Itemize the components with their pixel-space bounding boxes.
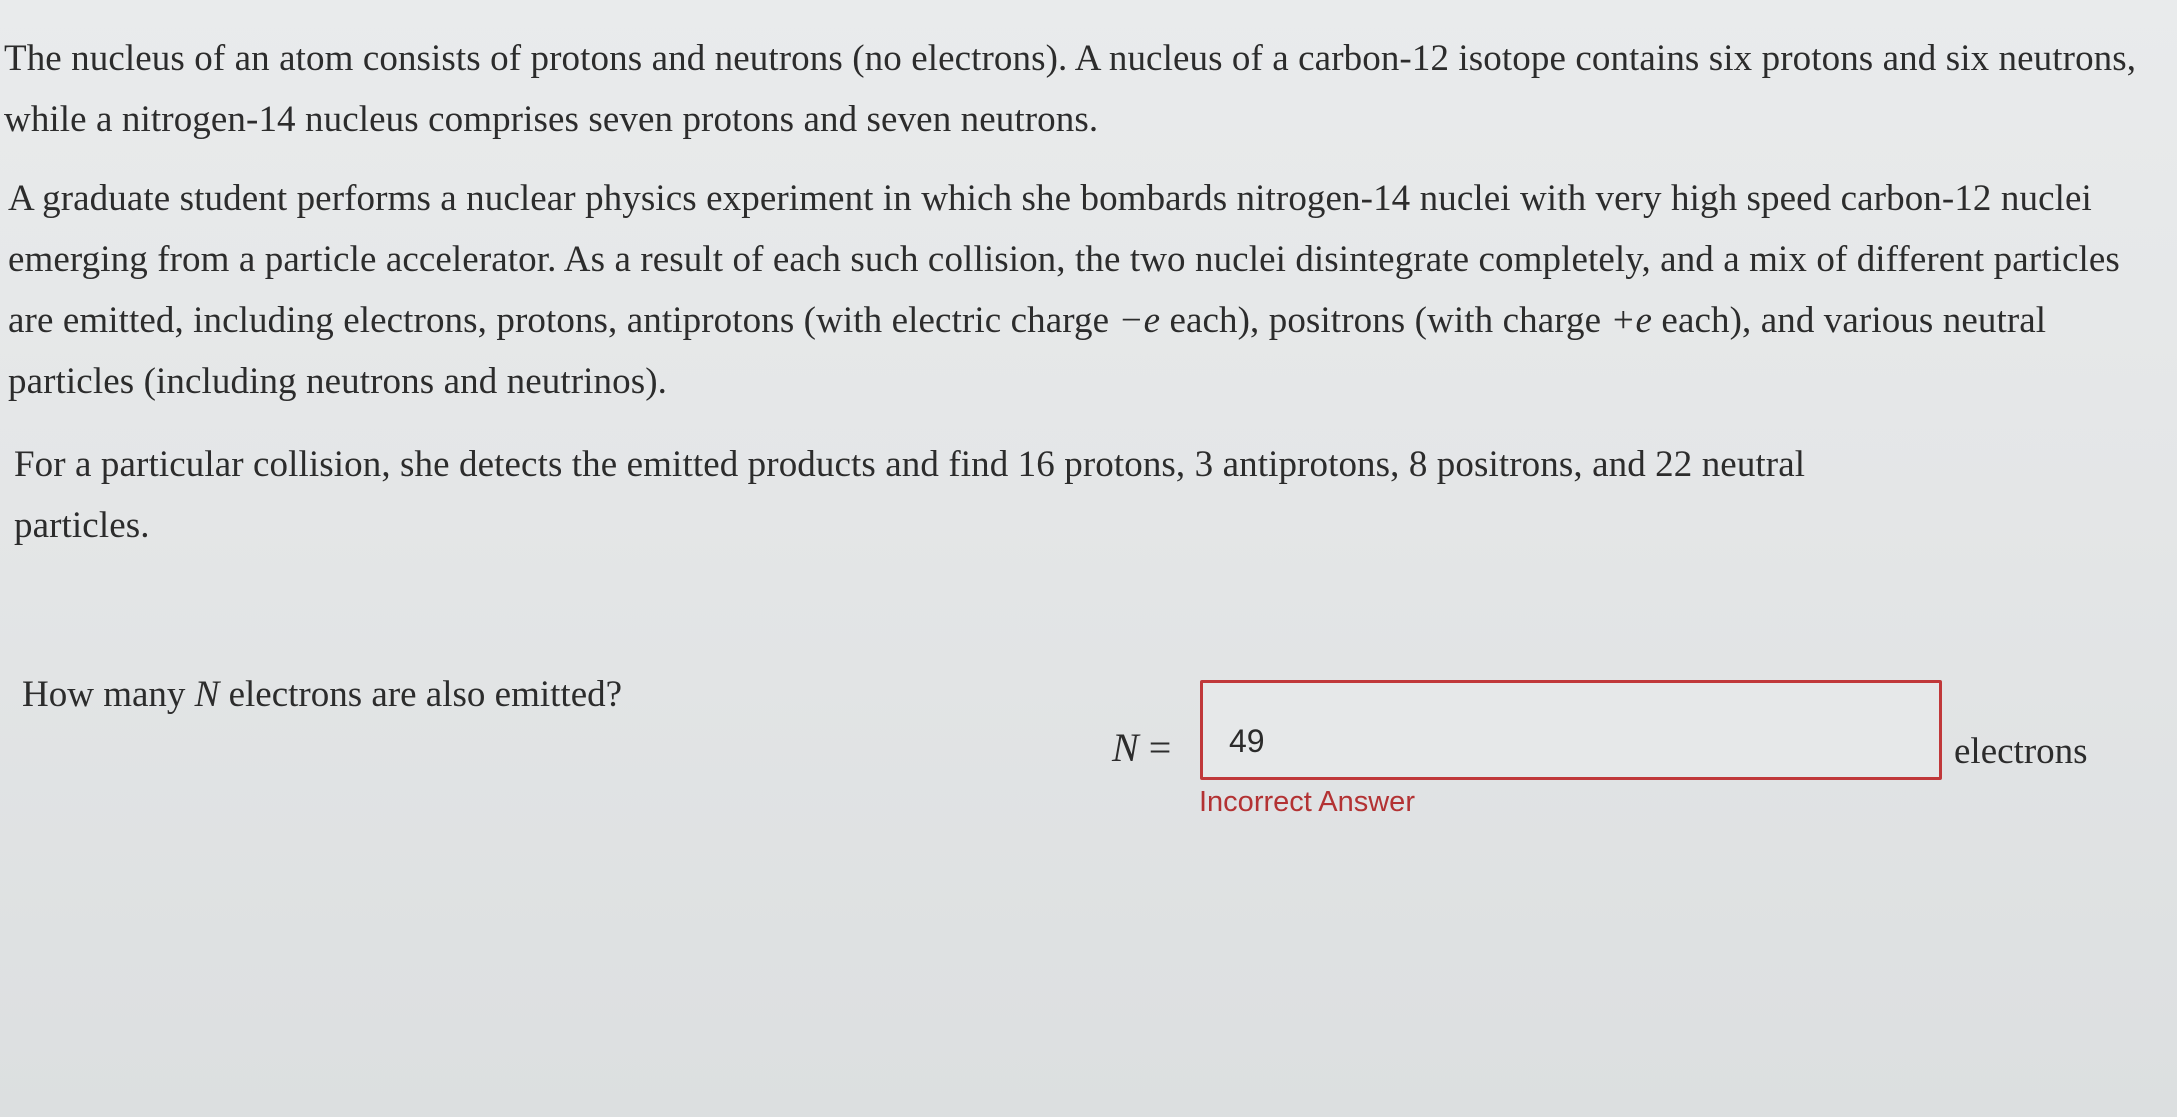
problem-paragraph-intro <box>4 28 2154 150</box>
positive-charge-symbol: +e <box>1610 300 1653 341</box>
answer-variable: N <box>1112 725 1139 770</box>
answer-label <box>1112 718 1171 778</box>
answer-equals: = <box>1138 725 1172 770</box>
question-prompt <box>22 664 622 725</box>
problem-paragraph-results <box>14 434 1894 556</box>
answer-unit: electrons <box>1954 731 2088 772</box>
experiment-text-part2: each), positrons (with charge <box>1160 300 1611 341</box>
results-text: For a particular collision, she detects the emitted products and find 16 protons, 3 antiprotons, 8 positrons, and 22 neutral particles. <box>14 444 1806 546</box>
negative-charge-symbol: −e <box>1118 300 1161 341</box>
experiment-text-part3: each), and various neutral particles (including neutrons and neutrinos). <box>8 300 2047 402</box>
question-variable: N <box>194 674 220 715</box>
answer-input[interactable] <box>1200 680 1942 780</box>
incorrect-answer-feedback: Incorrect Answer <box>1199 786 1415 818</box>
question-prefix: How many <box>22 674 195 715</box>
problem-paragraph-experiment <box>8 168 2158 412</box>
intro-text: The nucleus of an atom consists of protons and neutrons (no electrons). A nucleus of a carbon-12 isotope contains six protons and six neutrons, while a nitrogen-14 nucleus comprises seven protons and seven neutrons. <box>4 38 2137 140</box>
experiment-text-part1: A graduate student performs a nuclear physics experiment in which she bombards nitrogen-14 nuclei with very high speed carbon-12 nuclei emerging from a particle accelerator. As a result of each such collision, the two nuclei disintegrate completely, and a mix of different particles are emitted, including electrons, protons, antiprotons (with electric charge <box>8 178 2120 341</box>
question-suffix: electrons are also emitted? <box>219 674 623 715</box>
